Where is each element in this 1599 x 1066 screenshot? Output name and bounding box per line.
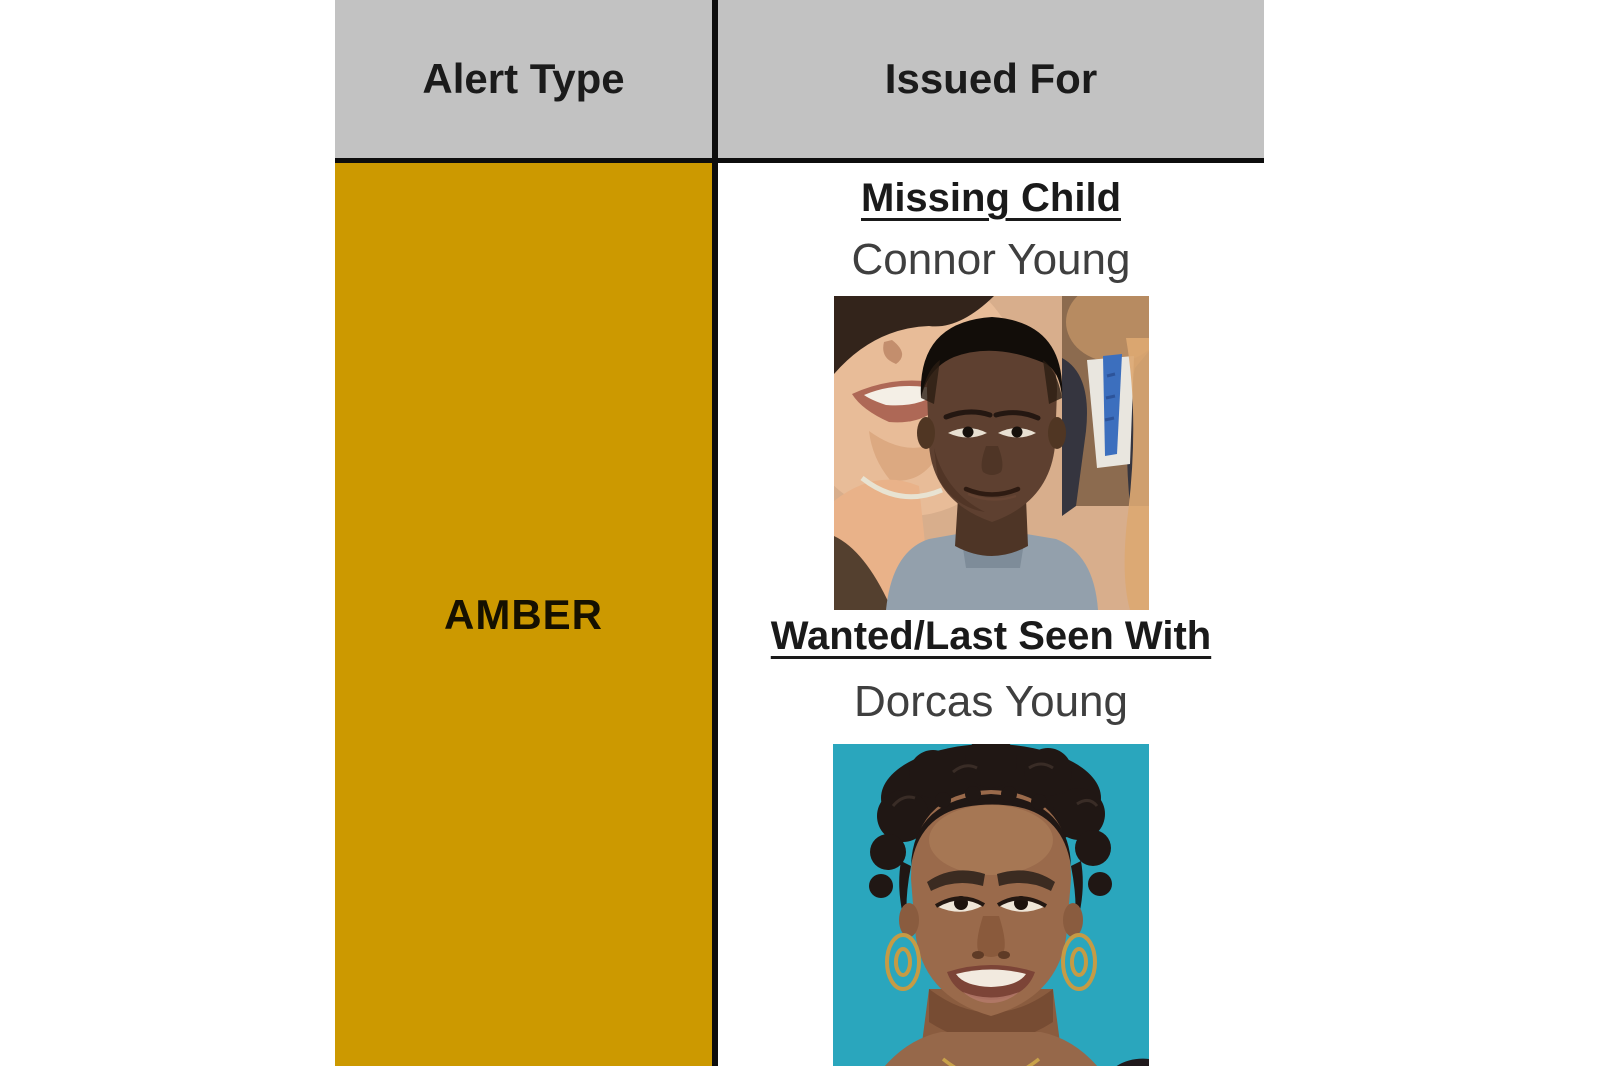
person-name-connor-young: Connor Young <box>851 235 1131 284</box>
person-name-dorcas-young: Dorcas Young <box>854 677 1128 726</box>
alert-table <box>335 0 1264 1066</box>
header-label-alert-type: Alert Type <box>422 55 625 102</box>
section-title-wanted-last-seen-with: Wanted/Last Seen With <box>770 614 1212 658</box>
header-cell-alert-type[interactable] <box>335 0 712 158</box>
issued-for-cell[interactable] <box>718 163 1264 1066</box>
header-cell-issued-for[interactable] <box>718 0 1264 158</box>
dorcas-young-photo <box>833 744 1149 1066</box>
amber-alert-cell[interactable] <box>335 163 712 1066</box>
alert-type-value: AMBER <box>444 590 603 638</box>
header-label-issued-for: Issued For <box>884 55 1098 102</box>
table-body-row <box>335 163 1264 1066</box>
section-title-missing-child: Missing Child <box>861 176 1121 220</box>
connor-young-photo <box>834 296 1149 610</box>
table-header-row <box>335 0 1264 163</box>
